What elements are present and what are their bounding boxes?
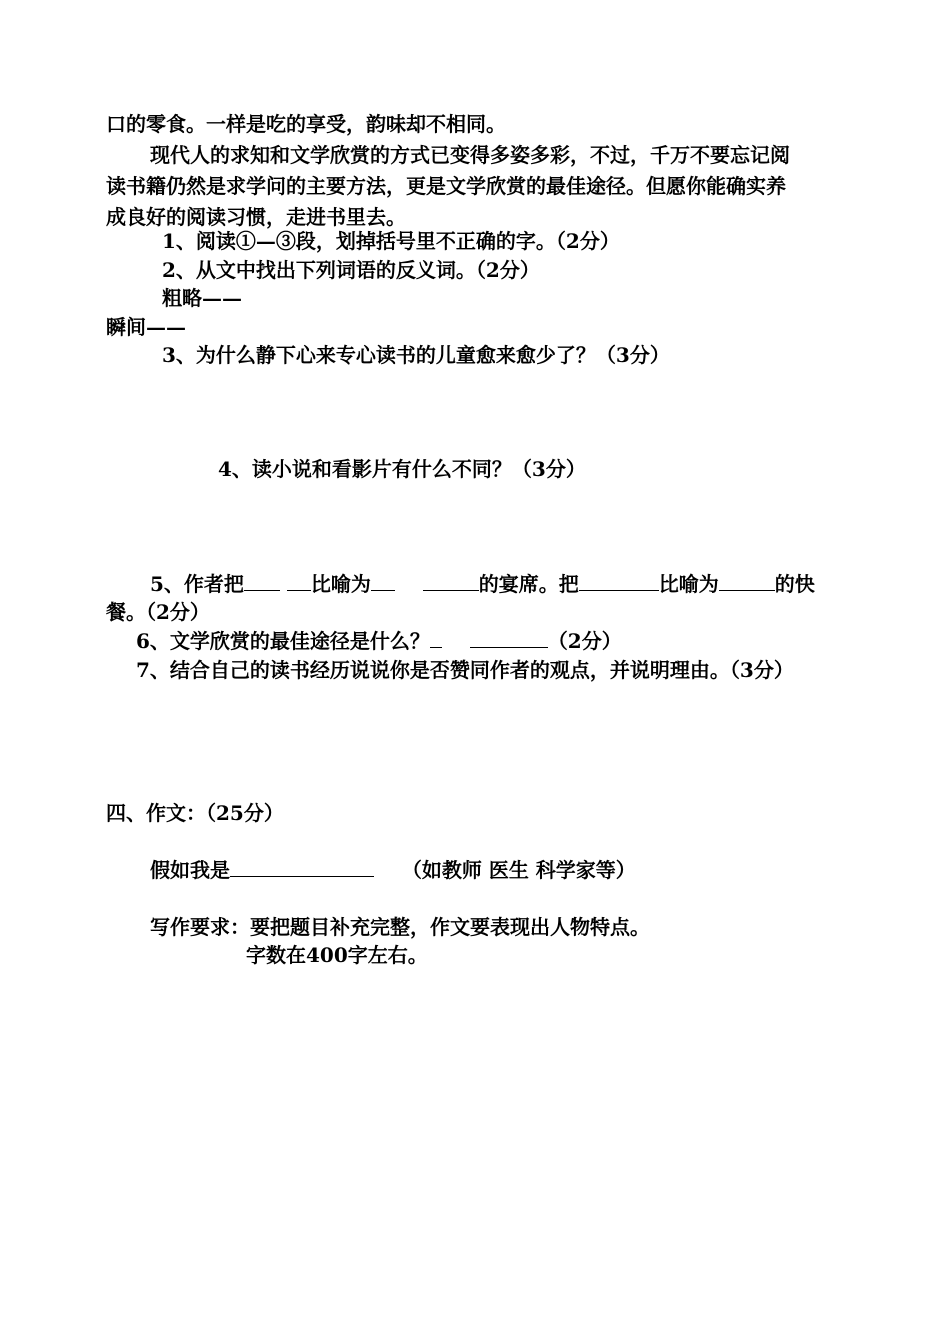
answer-blank[interactable] [423, 570, 479, 591]
passage-line-1: 口的零食。一样是吃的享受，韵味却不相同。 [106, 112, 506, 136]
answer-blank[interactable] [371, 570, 395, 591]
composition-requirement-1: 写作要求：要把题目补充完整，作文要表现出人物特点。 [150, 915, 650, 939]
question-2-word-2: 瞬间—— [106, 315, 186, 339]
answer-blank[interactable] [579, 570, 659, 591]
question-7: 7、结合自己的读书经历说说你是否赞同作者的观点，并说明理由。（3分） [136, 658, 794, 682]
question-4: 4、读小说和看影片有什么不同？（3分） [218, 457, 586, 481]
composition-title [150, 856, 636, 884]
answer-blank[interactable] [287, 570, 311, 591]
question-5-text-2: 比喻为 [310, 572, 371, 596]
composition-heading: 四、作文：（25分） [106, 801, 284, 825]
question-6-score: （2分） [547, 629, 622, 653]
question-5-text-4: 比喻为 [658, 572, 719, 596]
composition-title-prefix: 假如我是 [150, 858, 230, 882]
answer-blank[interactable] [470, 627, 548, 648]
answer-blank[interactable] [719, 570, 775, 591]
answer-blank[interactable] [430, 627, 442, 648]
question-5-line-1 [150, 570, 815, 598]
answer-blank[interactable] [244, 570, 280, 591]
composition-requirement-2: 字数在400字左右。 [246, 943, 428, 967]
passage-line-3: 读书籍仍然是求学问的主要方法，更是文学欣赏的最佳途径。但愿你能确实养 [106, 174, 786, 198]
composition-title-hint: （如教师 医生 科学家等） [401, 858, 636, 882]
question-3: 3、为什么静下心来专心读书的儿童愈来愈少了？（3分） [162, 343, 670, 367]
question-6 [136, 627, 622, 655]
question-5-line-2: 餐。（2分） [106, 600, 210, 624]
question-2: 2、从文中找出下列词语的反义词。（2分） [162, 258, 540, 282]
question-2-word-1: 粗略—— [162, 286, 242, 310]
question-5-text-3: 的宴席。把 [478, 572, 579, 596]
question-6-text: 6、文学欣赏的最佳途径是什么？ [136, 629, 430, 653]
question-5-text-5: 的快 [774, 572, 815, 596]
passage-line-4: 成良好的阅读习惯，走进书里去。 [106, 205, 406, 229]
passage-line-2: 现代人的求知和文学欣赏的方式已变得多姿多彩，不过，千万不要忘记阅 [150, 143, 790, 167]
title-blank[interactable] [230, 856, 374, 877]
question-5-text-1: 5、作者把 [150, 572, 244, 596]
question-1: 1、阅读①—③段，划掉括号里不正确的字。（2分） [162, 229, 620, 253]
